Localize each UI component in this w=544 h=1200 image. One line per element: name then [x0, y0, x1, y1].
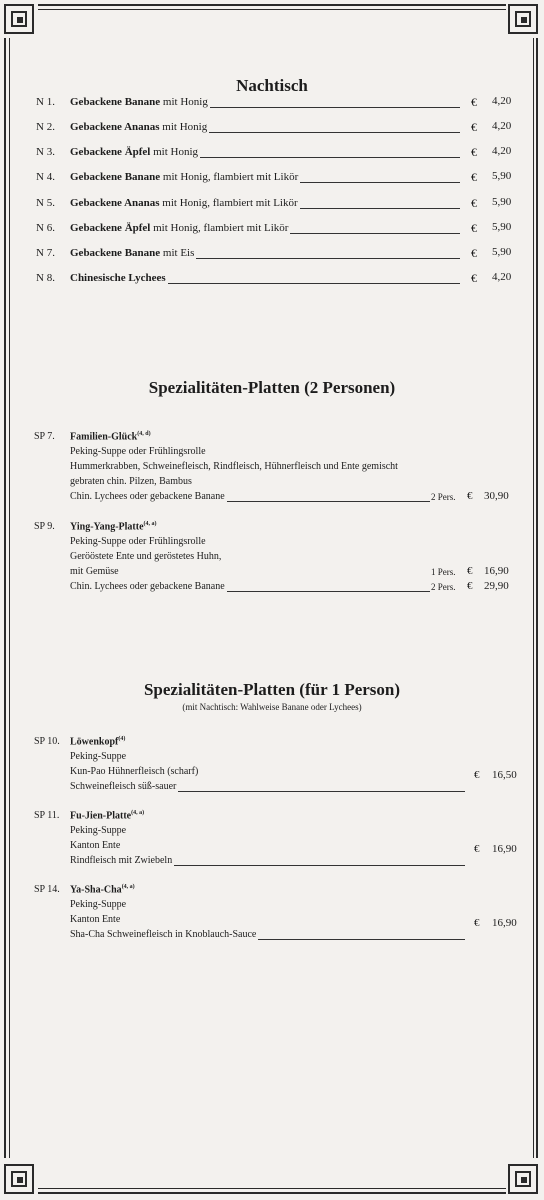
item-name: Gebackene Banane [70, 247, 161, 259]
item-name: Gebackene Äpfel [70, 222, 151, 234]
corner-ornament-bottom-right [508, 1164, 538, 1194]
dotted-leader [258, 931, 465, 940]
item-component: Peking-Suppe [70, 899, 127, 910]
item-title: Ya-Sha-Cha [70, 884, 122, 896]
item-code: N 8. [36, 272, 55, 284]
item-code: N 7. [36, 247, 55, 259]
item-code: SP 7. [34, 431, 55, 442]
euro-sign: € [471, 120, 477, 134]
item-dessert: Chin. Lychees oder gebackene Banane [70, 491, 225, 502]
item-component: Kun-Pao Hühnerfleisch (scharf) [70, 766, 199, 777]
frame-bottom-inner [38, 1188, 506, 1189]
euro-sign: € [467, 580, 473, 592]
item-price: 5,90 [492, 221, 512, 233]
euro-sign: € [471, 170, 477, 184]
item-component: gebraten chin. Pilzen, Bambus [70, 476, 192, 487]
dotted-leader [227, 493, 430, 502]
persons-label: 2 Pers. [431, 582, 456, 592]
allergen-note: (4) [118, 736, 126, 742]
item-description [70, 96, 460, 108]
item-component: Peking-Suppe [70, 751, 127, 762]
item-code: N 2. [36, 121, 55, 133]
dotted-leader [200, 147, 460, 158]
item-description [70, 121, 460, 133]
item-name: Gebackene Banane [70, 96, 161, 108]
item-title: Ying-Yang-Platte [70, 521, 144, 533]
item-dessert: Schweinefleisch süß-sauer [70, 781, 177, 792]
item-price: 5,90 [492, 170, 512, 182]
item-component: Kanton Ente [70, 914, 121, 925]
item-last-line [70, 929, 465, 940]
allergen-note: (4, a) [131, 810, 145, 816]
item-detail: mit Honig, flambiert mit Likör [150, 222, 289, 234]
item-text [70, 272, 166, 284]
item-name [70, 884, 135, 895]
euro-sign: € [471, 221, 477, 235]
item-price: 30,90 [484, 490, 509, 502]
item-description [70, 146, 460, 158]
item-text [70, 96, 208, 108]
item-last-line [70, 491, 430, 502]
item-last-line [70, 581, 430, 592]
item-description [70, 272, 460, 284]
dotted-leader [210, 97, 460, 108]
menu-item [0, 146, 544, 162]
dotted-leader [174, 857, 465, 866]
frame-top [38, 4, 506, 6]
dotted-leader [290, 223, 460, 234]
item-component: Peking-Suppe oder Frühlingsrolle [70, 446, 206, 457]
item-name: Gebackene Ananas [70, 121, 160, 133]
dotted-leader [196, 248, 460, 259]
corner-ornament-top-right [508, 4, 538, 34]
item-title: Familien-Glück [70, 431, 138, 443]
item-dessert: Chin. Lychees oder gebackene Banane [70, 581, 225, 592]
item-name: Gebackene Äpfel [70, 146, 151, 158]
item-dessert: Rindfleisch mit Zwiebeln [70, 855, 173, 866]
allergen-note: (4, a) [121, 884, 135, 890]
dotted-leader [300, 198, 460, 209]
item-description [70, 247, 460, 259]
item-name: Gebackene Banane [70, 171, 161, 183]
item-component: Peking-Suppe oder Frühlingsrolle [70, 536, 206, 547]
menu-item [0, 247, 544, 263]
section-subtitle-platten-1: (mit Nachtisch: Wahlweise Banane oder Lychees) [182, 702, 362, 712]
item-price: 4,20 [492, 95, 512, 107]
euro-sign: € [471, 145, 477, 159]
item-price: 16,90 [484, 565, 509, 577]
menu-item [0, 121, 544, 137]
euro-sign: € [474, 843, 480, 855]
allergen-note: (4, a) [143, 521, 157, 527]
item-detail: mit Honig [160, 96, 208, 108]
frame-bottom [38, 1192, 506, 1194]
item-text [70, 222, 288, 234]
menu-item [0, 197, 544, 213]
euro-sign: € [474, 769, 480, 781]
item-description [70, 222, 460, 234]
item-description [70, 197, 460, 209]
item-dessert: Sha-Cha Schweinefleisch in Knoblauch-Sauce [70, 929, 257, 940]
item-price: 16,90 [492, 917, 517, 929]
item-component: mit Gemüse [70, 566, 119, 577]
item-name: Chinesische Lychees [70, 272, 166, 284]
euro-sign: € [467, 490, 473, 502]
item-text [70, 197, 298, 209]
dotted-leader [168, 273, 460, 284]
item-code: N 5. [36, 197, 55, 209]
item-name [70, 431, 151, 442]
euro-sign: € [471, 95, 477, 109]
item-price: 4,20 [492, 271, 512, 283]
persons-label: 1 Pers. [431, 567, 456, 577]
euro-sign: € [467, 565, 473, 577]
item-detail: mit Honig, flambiert mit Likör [160, 171, 299, 183]
item-name [70, 736, 125, 747]
item-component: Peking-Suppe [70, 825, 127, 836]
item-name [70, 810, 144, 821]
item-code: SP 9. [34, 521, 55, 532]
corner-ornament-top-left [4, 4, 34, 34]
euro-sign: € [471, 271, 477, 285]
item-name: Gebackene Ananas [70, 197, 160, 209]
item-text [70, 171, 298, 183]
frame-top-inner [38, 9, 506, 10]
item-code: SP 11. [34, 810, 60, 821]
item-price: 16,50 [492, 769, 517, 781]
item-name [70, 521, 157, 532]
item-price: 16,90 [492, 843, 517, 855]
euro-sign: € [474, 917, 480, 929]
item-component: Kanton Ente [70, 840, 121, 851]
menu-item [0, 222, 544, 238]
section-title-nachtisch: Nachtisch [236, 76, 308, 95]
item-code: N 6. [36, 222, 55, 234]
dotted-leader [227, 583, 430, 592]
menu-item [0, 272, 544, 288]
allergen-note: (4, d) [137, 431, 151, 437]
item-text [70, 146, 198, 158]
menu-item [0, 96, 544, 112]
section-title-platten-1: Spezialitäten-Platten (für 1 Person) [143, 680, 401, 699]
dotted-leader [178, 783, 465, 792]
item-component: Gerööstete Ente und geröstetes Huhn, [70, 551, 222, 562]
item-code: N 4. [36, 171, 55, 183]
corner-ornament-bottom-left [4, 1164, 34, 1194]
euro-sign: € [471, 246, 477, 260]
item-code: N 3. [36, 146, 55, 158]
item-price: 29,90 [484, 580, 509, 592]
item-title: Fu-Jien-Platte [70, 810, 132, 822]
item-detail: mit Honig [159, 121, 208, 133]
item-text [70, 247, 194, 259]
item-description [70, 171, 460, 183]
menu-item [0, 171, 544, 187]
item-price: 4,20 [492, 145, 512, 157]
section-title-platten-2: Spezialitäten-Platten (2 Personen) [148, 378, 396, 397]
item-price: 5,90 [492, 246, 512, 258]
item-code: N 1. [36, 96, 55, 108]
item-title: Löwenkopf [70, 736, 119, 748]
item-detail: mit Honig, flambiert mit Likör [159, 197, 298, 209]
persons-label: 2 Pers. [431, 492, 456, 502]
item-code: SP 14. [34, 884, 60, 895]
item-text [70, 121, 207, 133]
item-last-line [70, 781, 465, 792]
item-last-line [70, 855, 465, 866]
dotted-leader [300, 172, 460, 183]
item-price: 4,20 [492, 120, 512, 132]
item-code: SP 10. [34, 736, 60, 747]
item-component: Hummerkrabben, Schweinefleisch, Rindfleisch, Hühnerfleisch und Ente gemischt [70, 461, 398, 472]
euro-sign: € [471, 196, 477, 210]
item-detail: mit Honig [150, 146, 199, 158]
dotted-leader [209, 122, 460, 133]
item-price: 5,90 [492, 196, 512, 208]
item-detail: mit Eis [160, 247, 195, 259]
